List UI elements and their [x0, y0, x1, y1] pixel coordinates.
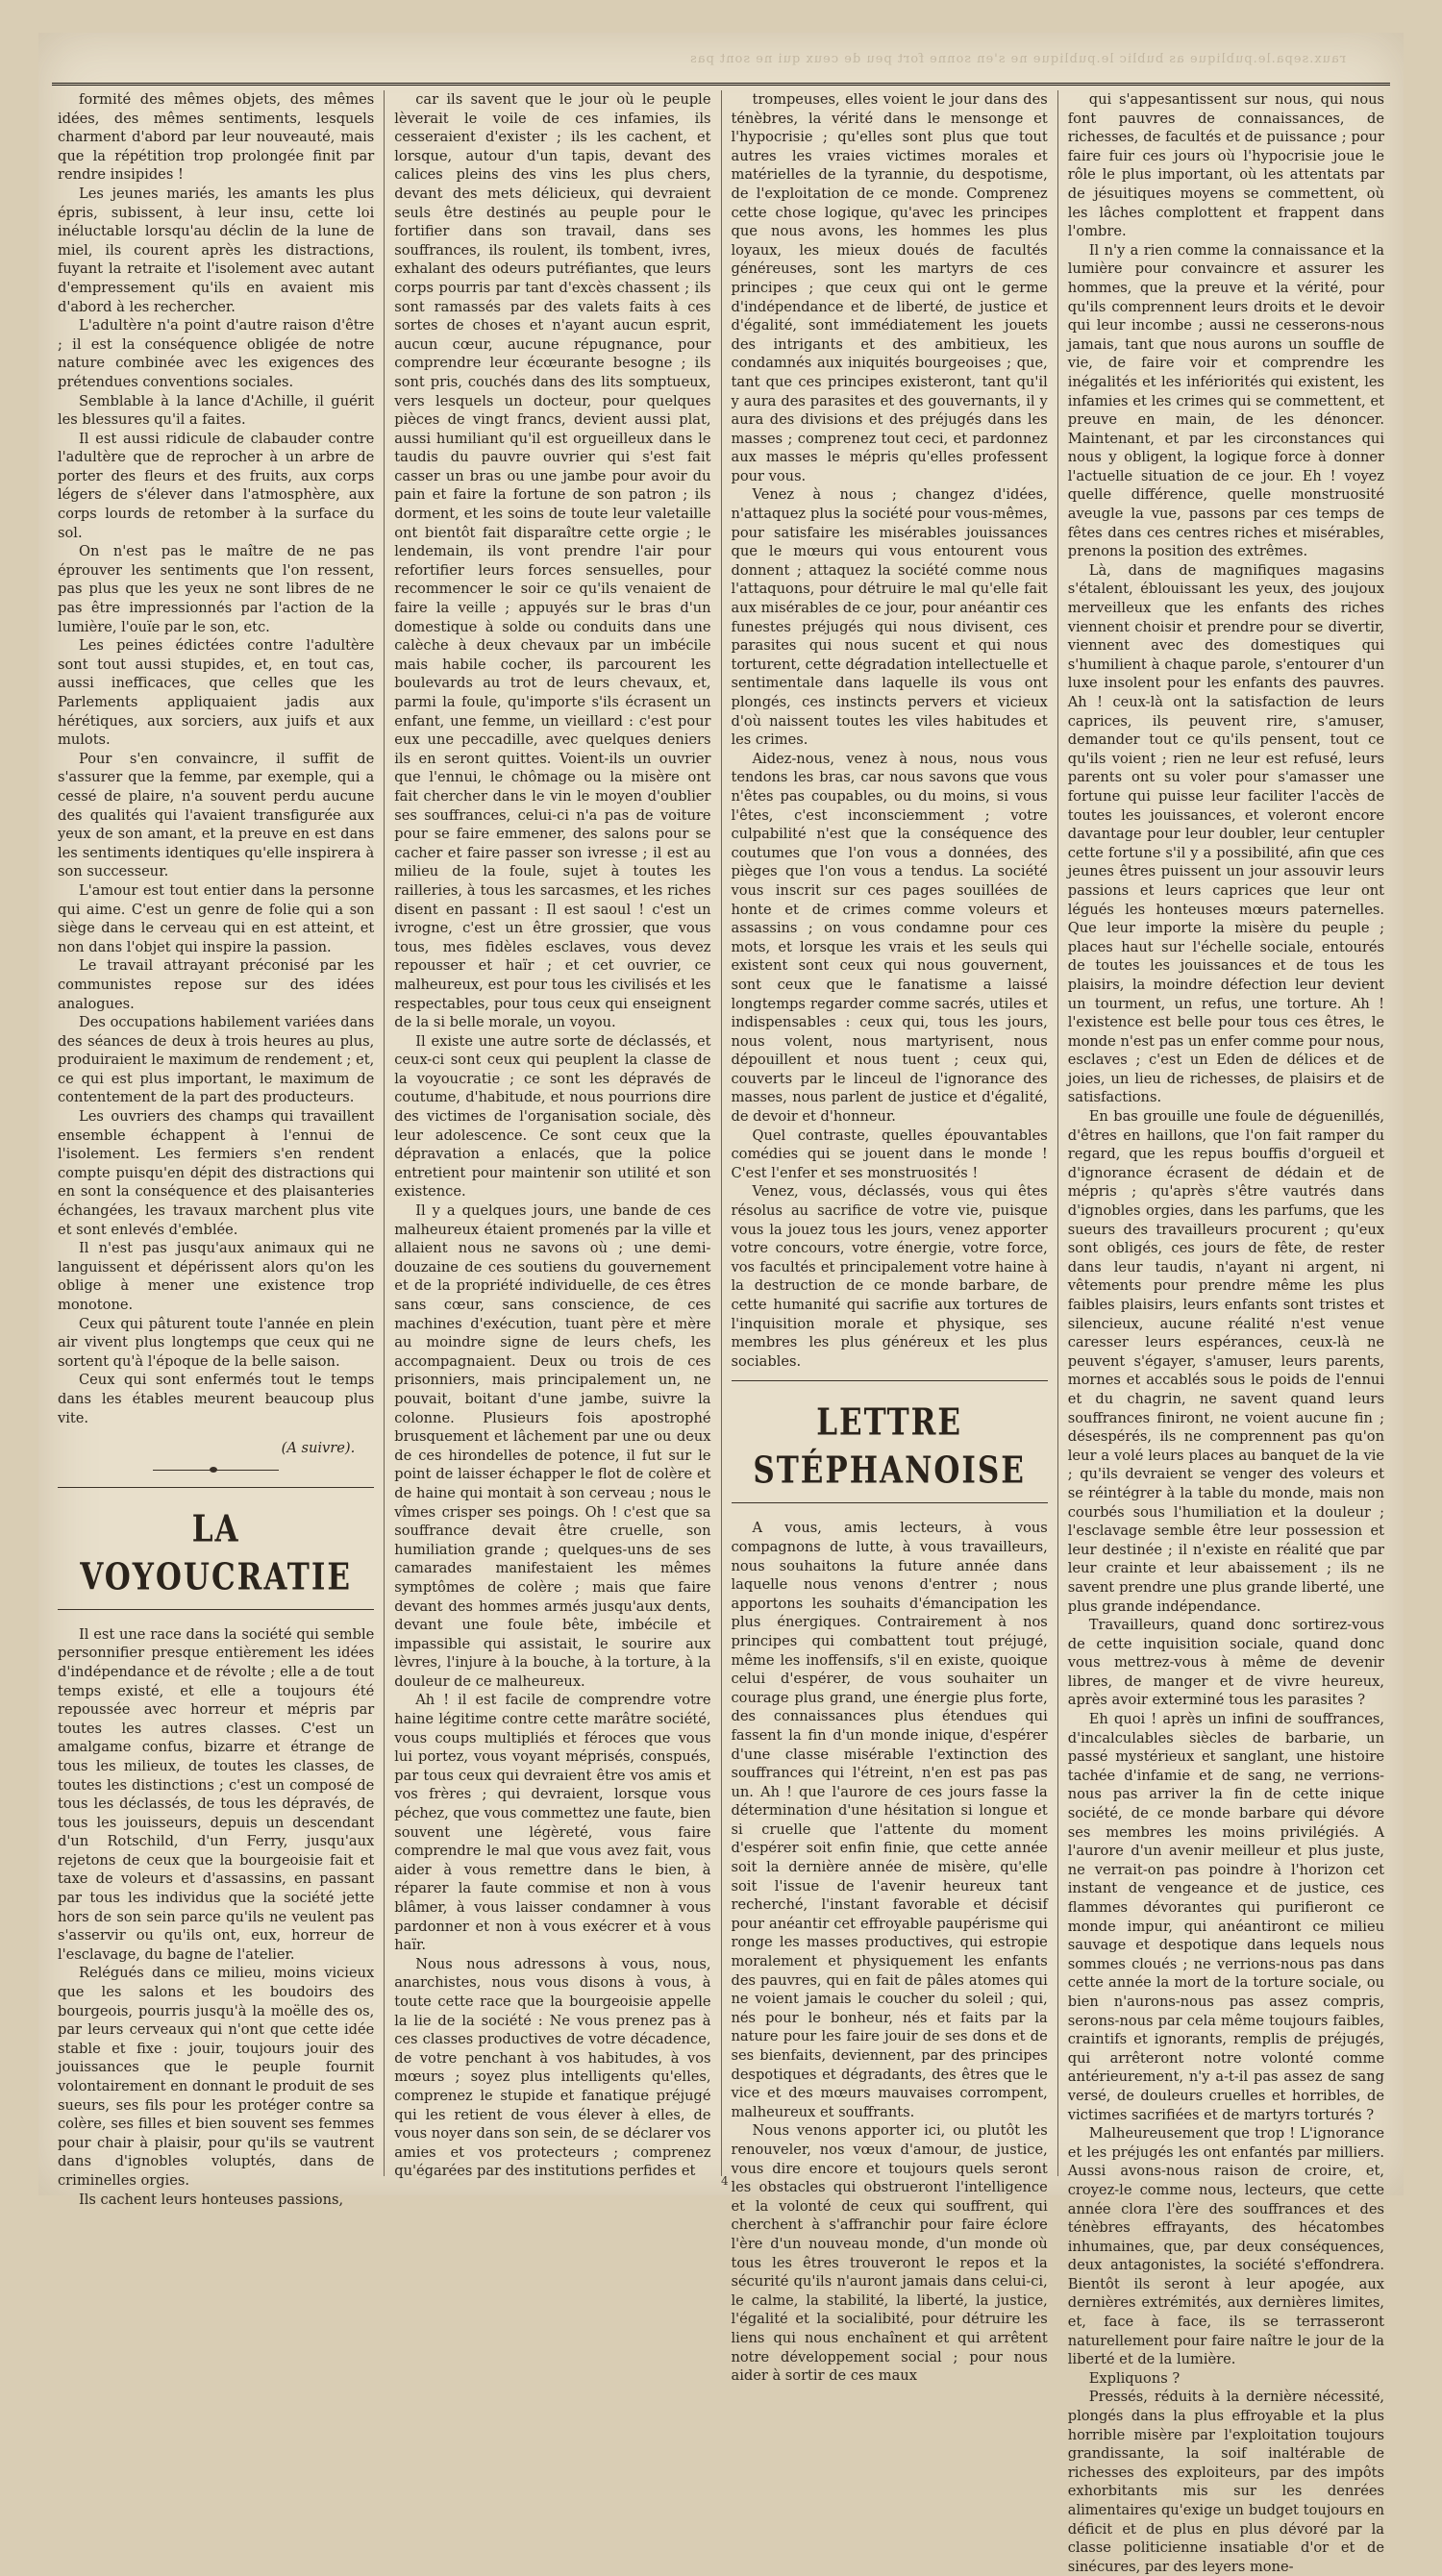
paragraph: Il existe une autre sorte de déclassés, et ceux-ci sont ceux qui peuplent la classe de la voyoucratie ; ce sont les dépravés de coutume, d'habitude, et nous pourrions dire des victimes de l'organisation sociale, dès leur adolescence. Ce sont ceux que la dépravation a enlacés, que la police entretient pour maintenir son utilité et son existence. — [394, 1032, 711, 1201]
voyoucratie-heading-box — [58, 1487, 374, 1610]
paragraph: Nous venons apporter ici, ou plutôt les renouveler, nos vœux d'amour, de justice, vous dire encore et toujours quels seront les obstacles qui obstrueront l'intelligence et la volonté de ceux qui souffrent, qui cherchent à s'affranchir pour faire éclore l'ère d'un nouveau monde, d'un monde où tous les êtres trouveront le repos et la sécurité qu'ils n'auront jamais dans celui-ci, le calme, la stabilité, la liberté, la justice, l'égalité et la socialibité, pour détruire les liens qui nous enchaînent et qui arrêtent notre développement social ; pour nous aider à sortir de ces maux — [731, 2122, 1048, 2385]
paragraph: Venez, vous, déclassés, vous qui êtes résolus au sacrifice de votre vie, puisque vous la jouez tous les jours, venez apporter votre concours, votre énergie, votre force, vos facultés et principalement votre haine à la destruction de ce monde barbare, de cette humanité qui sacrifie aux tortures de l'inquisition morale et physique, ses membres les plus généreux et les plus sociables. — [731, 1183, 1048, 1370]
paragraph: Les ouvriers des champs qui travaillent ensemble échappent à l'ennui de l'isolement. Les fermiers s'en rendent compte puisqu'en dépit des distractions qui en sont la conséquence et des plaisanteries échangées, les travaux marchent plus vite et sont enlevés d'emblée. — [58, 1108, 375, 1238]
col3-paragraphs — [732, 90, 1048, 1371]
column-3 — [722, 90, 1058, 2385]
paragraph: Il est aussi ridicule de clabauder contre l'adultère que de reprocher à un arbre de porter des fleurs et des fruits, aux corps légers de s'élever dans l'atmosphère, aux corps lourds de retomber à la surface du sol. — [58, 430, 375, 541]
article-title-voyoucratie: LA VOYOUCRATIE — [80, 1507, 352, 1599]
paragraph: Relégués dans ce milieu, moins vicieux que les salons et les boudoirs des bourgeois, pourris jusqu'à la moëlle des os, par leurs cerveaux qui n'ont que cette idée stable et fixe : jouir, toujours jouir des jouissances que le peuple fournit volontairement en donnant le produit de ses sueurs, ses fils pour les protéger contre sa colère, ses filles et bien souvent ses femmes pour chair à plaisir, pour qu'ils se vautrent dans d'ignobles voluptés, dans de criminelles orgies. — [58, 1965, 375, 2189]
paragraph: car ils savent que le jour où le peuple lèverait le voile de ces infamies, ils cesseraient d'exister ; ils les cachent, et lorsque, autour d'un tapis, devant des calices pleins des vins les plus chers, devant des mets délicieux, qui devraient seuls être destinés au peuple pour le fortifier dans son travail, dans ses souffrances, ils roulent, ils tombent, ivres, exhalant des odeurs putréfiantes, que leurs corps pourris par tant d'excès chassent ; ils sont ramassés par des valets faits à ces sortes de choses et n'ayant aucun esprit, aucun cœur, aucune répugnance, pour comprendre leur écœurante besogne ; ils sont pris, couchés dans des lits somptueux, vers lesquels un docteur, pour quelques pièces de vingt francs, devient aussi plat, aussi humiliant qu'il est orgueilleux dans le taudis du pauvre ouvrier qui s'est fait casser un bras ou une jambe pour avoir du pain et faire la fortune de son patron ; ils dorment, et les soins de toute leur valetaille ont bientôt fait disparaître cette orgie ; le lendemain, ils vont prendre l'air pour refortifier leurs forces sensuelles, pour recommencer le soir ce qu'ils venaient de faire la veille ; appuyés sur le bras d'un domestique à solde ou conduits dans une calèche à deux chevaux par un imbécile mais habile cocher, ils parcourent les boulevards au trot de leurs chevaux, et, parmi la foule, qu'importe s'ils écrasent un enfant, une femme, un vieillard : c'est pour eux une peccadille, avec quelques deniers ils en seront quittes. Voient-ils un ouvrier que l'ennui, le chômage ou la misère ont fait chercher dans le vin le moyen d'oublier ses souffrances, celui-ci n'a pas de voiture pour se faire emmener, des salons pour se cacher et faire passer son ivresse ; il est au milieu de la foule, sujet à toutes les railleries, à tous les sarcasmes, et les riches disent en passant : Il est saoul ! c'est un ivrogne, c'est un être grossier, que vous tous, mes fidèles esclaves, vous devez repousser et haïr ; et cet ouvrier, ce malheureux, est pour tous les civilisés et les respectables, pour tous ceux qui enseignent de la si belle morale, un voyou. — [394, 91, 711, 1031]
col2-paragraphs — [394, 90, 710, 2181]
to-be-continued: (A suivre). — [281, 1440, 356, 1457]
paragraph: trompeuses, elles voient le jour dans des ténèbres, la vérité dans le mensonge et l'hypocrisie ; qu'elles sont plus que tout autres les vraies victimes morales et matérielles de la tyrannie, du despotisme, de l'exploitation de ce monde. Comprenez cette chose logique, qu'avec les principes que nous avons, les hommes les plus loyaux, les mieux doués de facultés généreuses, sont les martyrs de ces principes ; que ceux qui ont le germe d'indépendance et de liberté, de justice et d'égalité, sont immédiatement les jouets des intrigants et des ambitieux, les condamnés aux iniquités bourgeoises ; que, tant que ces principes existeront, tant qu'il y aura des parasites et des gouvernants, il y aura des divisions et des préjugés dans les masses ; comprenez tout ceci, et pardonnez aux masses le mépris qu'elles professent pour vous. — [731, 91, 1048, 484]
paragraph: Travailleurs, quand donc sortirez-vous de cette inquisition sociale, quand donc vous mettrez-vous à même de devenir libres, de manger et de vivre heureux, après avoir exterminé tous les parasites ? — [1067, 1617, 1384, 1709]
paragraph: Il n'y a rien comme la connaissance et la lumière pour convaincre et assurer les hommes, que la preuve et la vérité, pour qu'ils comprennent leurs droits et le devoir qui leur incombe ; aussi ne cesserons-nous jamais, tant que nous aurons un souffle de vie, de faire voir et comprendre les inégalités et les infériorités qui existent, les infamies et les crimes qui se commettent, et preuve en main, de les dénoncer. Maintenant, et par les circonstances qui nous y obligent, la logique force à donner l'actuelle situation de ce jour. Eh ! voyez quelle différence, quelle monstruosité aveugle la vue, passons par ces temps de fêtes dans ces centres riches et misérables, prenons la position des extrêmes. — [1067, 241, 1384, 560]
paragraph: Les jeunes mariés, les amants les plus épris, subissent, à leur insu, cette loi inéluctable lorsqu'au déclin de la lune de miel, ils courent après les distractions, fuyant la retraite et l'isolement avec autant d'empressement qu'ils en avaient mis d'abord à les rechercher. — [58, 185, 375, 315]
article-title-lettre-stephanoise: LETTRE STÉPHANOISE — [753, 1400, 1026, 1493]
columns — [48, 90, 1394, 2575]
paragraph: Il est une race dans la société qui semble personnifier presque entièrement les idées d'indépendance et de révolte ; elle a de tout temps existé, et elle a toujours été repoussée avec horreur et mépris par toutes les autres classes. C'est un amalgame confus, bizarre et étrange de tous les milieux, de toutes les classes, de toutes les distinctions ; c'est un composé de tous les déclassés, de tous les dépravés, de tous les jouisseurs, depuis un descendant d'un Rotschild, d'un Ferry, jusqu'aux rejetons de ceux que la bourgeoisie fait et taxe de voleurs et d'assassins, en passant par tous les individus que la société jette hors de son sein parce qu'ils ne veulent pas s'asservir ou qu'ils ont, eux, horreur de l'esclavage, du bagne de l'atelier. — [58, 1625, 375, 1963]
newspaper-page — [38, 33, 1404, 2575]
paragraph: Les peines édictées contre l'adultère sont tout aussi stupides, et, en tout cas, aussi inefficaces, que celles que les Parlements appliquaient jadis aux hérétiques, aux sorciers, aux juifs et aux mulots. — [58, 637, 375, 749]
paragraph: Pressés, réduits à la dernière nécessité, plongés dans la plus effroyable et la plus horrible misère par l'exploitation toujours grandissante, la soif inaltérable de richesses des exploiteurs, par des impôts exhorbitants mis sur les denrées alimentaires qu'exige un budget toujours en déficit et de plus en plus dévoré par la classe politicienne insatiable d'or et de sinécures, par des leyers mone- — [1067, 2389, 1384, 2575]
paragraph: formité des mêmes objets, des mêmes idées, des mêmes sentiments, lesquels charment d'abord par leur nouveauté, mais que la répétition trop prolongée finit par rendre insipides ! — [58, 91, 375, 184]
ornament-divider — [58, 1468, 374, 1474]
paragraph: Ceux qui sont enfermés tout le temps dans les étables meurent beaucoup plus vite. — [58, 1372, 375, 1426]
paragraph: Malheureusement que trop ! L'ignorance et les préjugés les ont enfantés par milliers. Aussi avons-nous raison de croire, et, croyez-le comme nous, lecteurs, que cette année clora l'ère des souffrances et des ténèbres effrayants, des hécatombes inhumaines, que, par deux conséquences, deux antagonistes, la société s'effondrera. Bientôt ils seront à leur apogée, aux dernières extrémités, aux dernières limites, et, face à face, ils se terrasseront naturellement pour faire naître le jour de la liberté et de la lumière. — [1067, 2125, 1384, 2368]
paragraph: Pour s'en convaincre, il suffit de s'assurer que la femme, par exemple, qui a cessé de plaire, n'a souvent perdu aucune des qualités qui l'avaient transfigurée aux yeux de son amant, et la preuve en est dans les sentiments identiques qu'elle inspirera à son successeur. — [58, 750, 375, 880]
paragraph: Expliquons ? — [1088, 2369, 1181, 2387]
column-2 — [385, 90, 721, 2180]
col1-paragraphs — [58, 90, 374, 1427]
paragraph: Eh quoi ! après un infini de souffrances, d'incalculables siècles de barbarie, un passé mystérieux et sanglant, une histoire tachée d'infamie et de sang, ne verrions-nous pas arriver la fin de cette inique société, de ce monde barbare qui dévore ses membres les moins privilégiés. A l'aurore d'un avenir meilleur et plus juste, ne verrait-on pas poindre à l'horizon cet instant de vengeance et de justice, ces flammes dévorantes qui purifieront ce monde impur, qui anéantiront ce milieu sauvage et despotique dans lequels nous sommes cloués ; ne verrions-nous pas dans cette année la mort de la torture sociale, ou bien n'aurons-nous pas assez compris, serons-nous par cela même toujours faibles, craintifs et ignorants, remplis de préjugés, qui arrêteront notre volonté comme antérieurement, n'y a-t-il pas assez de sang versé, de douleurs cruelles et horribles, de victimes sacrifiées et de martyrs torturés ? — [1067, 1711, 1384, 2123]
paragraph: Nous nous adressons à vous, nous, anarchistes, nous vous disons à vous, à toute cette race que la bourgeoisie appelle la lie de la société : Ne vous prenez pas à ces classes productives de votre décadence, de votre penchant à vos habitudes, à vos mœurs ; soyez plus intelligents qu'elles, comprenez le stupide et fanatique préjugé qui les retient de vous élever à elles, de vous noyer dans son sein, de se déclarer vos amies et vos protecteurs ; comprenez qu'égarées par des institutions perfides et — [394, 1955, 711, 2180]
paragraph: L'adultère n'a point d'autre raison d'être ; il est la conséquence obligée de notre nature combinée avec les exigences des prétendues conventions sociales. — [58, 317, 375, 390]
paragraph: Il y a quelques jours, une bande de ces malheureux étaient promenés par la ville et allaient nous ne savons où ; une demi-douzaine de ces soutiens du gouvernement et de la propriété individuelle, de ces êtres sans cœur, sans conscience, de ces machines d'exécution, tuant père et mère au moindre signe de leurs chefs, les accompagnaient. Deux ou trois de ces prisonniers, mais principalement un, ne pouvait, boitant d'une jambe, suivre la colonne. Plusieurs fois apostrophé brusquement et lâchement par une ou deux de ces hirondelles de potence, il fut sur le point de laisser échapper le flot de colère et de haine qui montait à son cerveau ; nous le vîmes crisper ses poings. Oh ! c'est que sa souffrance devait être cruelle, son humiliation grande ; quelques-uns de ses camarades manifestaient les mêmes symptômes de colère ; mais que faire devant des hommes armés jusqu'aux dents, devant une foule bête, imbécile et impassible qui assistait, le sourire aux lèvres, l'injure à la bouche, à la torture, à la douleur de ce malheureux. — [394, 1202, 711, 1690]
paragraph: Aidez-nous, venez à nous, nous vous tendons les bras, car nous savons que vous n'êtes pas coupables, ou du moins, si vous l'êtes, c'est inconsciemment ; votre culpabilité n'est que la conséquence des coutumes que l'on vous a données, des pièges que l'on vous a tendus. La société vous inscrit sur ces pages souillées de honte et de crimes comme voleurs et assassins ; on vous condamne pour ces mots, et lorsque les vrais et les seuls qui existent sont ceux qui nous gouvernent, sont ceux que le fanatisme a laissé longtemps regarder comme sacrés, utiles et indispensables : ceux qui, tous les jours, nous volent, nous martyrisent, nous dépouillent et nous tuent ; ceux qui, couverts par le linceul de l'ignorance des masses, nous parlent de justice et d'égalité, de devoir et d'honneur. — [731, 750, 1048, 1126]
paragraph: Venez à nous ; changez d'idées, n'attaquez plus la société pour vous-mêmes, pour satisfaire les misérables jouissances que le mœurs qui vous entourent vous donnent ; attaquez la société comme nous l'attaquons, pour détruire le mal qu'elle fait aux misérables de ce jour, pour anéantir ces funestes préjugés qui nous divisent, ces parasites qui nous sucent et qui nous torturent, cette dégradation intellectuelle et sentimentale dans laquelle ils vous ont plongés, ces instincts pervers et vicieux d'où naissent toutes les viles habitudes et les crimes. — [731, 486, 1048, 749]
col3-paragraphs-2 — [732, 1519, 1048, 2385]
paragraph: Là, dans de magnifiques magasins s'étalent, éblouissant les yeux, des joujoux merveilleux que les enfants des riches viennent choisir et prendre pour se divertir, viennent avec des domestiques qui s'humilient à chaque parole, s'entourer d'un luxe insolent pour les enfants des pauvres. Ah ! ceux-là ont la satisfaction de leurs caprices, ils peuvent rire, s'amuser, demander tout ce qu'ils pensent, tout ce qu'ils voient ; rien ne leur est refusé, leurs parents ont su voler pour s'amasser une fortune qui puisse leur faciliter l'accès de toutes les jouissances, et voleront encore davantage pour leur doubler, leur centupler cette fortune s'il y a possibilité, afin que ces jeunes êtres puissent un jour assouvir leurs passions et leurs caprices que leur ont légués les honteuses mœurs paternelles. Que leur importe la misère du peuple ; places haut sur l'échelle sociale, entourés de toutes les jouissances et de tous les plaisirs, la moindre défection leur devient un tourment, un refus, une torture. Ah ! l'existence est belle pour tous ces êtres, le monde n'est pas un enfer comme pour nous, esclaves ; c'est un Eden de délices et de joies, un lieu de richesses, de plaisirs et de satisfactions. — [1067, 561, 1384, 1106]
paragraph: qui s'appesantissent sur nous, qui nous font pauvres de connaissances, de richesses, de facultés et de puissance ; pour faire fuir ces jours où l'hypocrisie joue le rôle le plus important, où les attentats par de jésuitiques moyens se commettent, où les lâches complottent et frappent dans l'ombre. — [1067, 91, 1384, 240]
page-number: 4 — [721, 2174, 729, 2188]
col1-paragraphs-2 — [58, 1625, 374, 2209]
paragraph: Ah ! il est facile de comprendre votre haine légitime contre cette marâtre société, vous coups multipliés et féroces que vous lui portez, vous voyant méprisés, conspués, par tous ceux qui devraient être vos amis et vos frères ; qui devraient, lorsque vous péchez, que vous commettez une faute, bien souvent une légèreté, vous faire comprendre le mal que vous avez fait, vous aider à vous remettre dans le bien, à réparer la faute commise et non à vous blâmer, à vous laisser condamner à vous pardonner et non à vous exécrer et à vous haïr. — [394, 1692, 711, 1954]
column-4 — [1058, 90, 1394, 2575]
paragraph: Ceux qui pâturent toute l'année en plein air vivent plus longtemps que ceux qui ne sortent qu'à l'époque de la belle saison. — [58, 1315, 375, 1370]
paragraph: Ils cachent leurs honteuses passions, — [79, 2191, 344, 2208]
paragraph: A vous, amis lecteurs, à vous compagnons de lutte, à vous travailleurs, nous souhaitons la future année dans laquelle nous venons d'entrer ; nous apportons les souhaits d'émancipation les plus énergiques. Contrairement à nos principes qui combattent tout préjugé, même les inoffensifs, s'il en existe, quoique celui d'espérer, de vous souhaiter un courage plus grand, une énergie plus forte, des connaissances plus étendues qui fassent la fin d'un monde inique, d'espérer d'une classe misérable l'extinction des souffrances qui l'étreint, n'en est pas pas un. Ah ! que l'aurore de ces jours fasse la détermination d'une hésitation si longue et si cruelle que l'attente du moment d'espérer soit enfin finie, que cette année soit la dernière année de misère, qu'elle soit l'issue de l'avenir heureux tant recherché, l'instant favorable et décisif pour anéantir cet effroyable paupérisme qui ronge les masses productives, qui estropie moralement et physiquement les enfants des pauvres, qui en fait de pâles atomes qui ne voient jamais le coucher du soleil ; qui, nés pour le bonheur, nés et faits par la nature pour les faire jouir de ses dons et de ses bienfaits, deviennent, par des principes despotiques et dégradants, des êtres que le vice et des mœurs mauvaises corrompent, malheureux et souffrants. — [731, 1520, 1048, 2120]
paragraph: Il n'est pas jusqu'aux animaux qui ne languissent et dépérissent alors qu'on les oblige à mener une existence trop monotone. — [58, 1240, 375, 1313]
lettre-heading-box — [732, 1380, 1048, 1503]
paragraph: En bas grouille une foule de déguenillés, d'êtres en haillons, que l'on fait ramper du regard, que les repus bouffis d'orgueil et d'ignorance écrasent de dédain et de mépris ; qu'après s'être vautrés dans d'ignobles orgies, dans les parfums, que les sueurs des travailleurs procurent ; qu'eux sont obligés, ces jours de fête, de rester dans leur taudis, n'ayant ni argent, ni vêtements pour prendre même les plus faibles plaisirs, leurs enfants sont tristes et silencieux, aucune réalité n'est venue caresser leurs espérances, ceux-là ne peuvent s'égayer, s'amuser, leurs parents, mornes et accablés sous le poids de l'ennui et du chagrin, ne savent quand leurs souffrances finiront, ne voient aucune fin ; désespérés, ils ne comprennent pas qu'on leur a volé leurs places au banquet de la vie ; qu'ils devraient se venger des voleurs et se réintégrer à la table du monde, mais non courbés sous l'humiliation et la douleur ; l'esclavage semble être leur possession et leur destinée ; il n'existe en réalité que par leur crainte et leur abaissement ; ils ne savent prendre une plus grande liberté, une plus grande indépendance. — [1067, 1108, 1384, 1615]
paragraph: On n'est pas le maître de ne pas éprouver les sentiments que l'on ressent, pas plus que les yeux ne sont libres de ne pas être impressionnés par l'action de la lumière, l'ouïe par le son, etc. — [58, 543, 375, 635]
paragraph: L'amour est tout entier dans la personne qui aime. C'est un genre de folie qui a son siège dans le cerveau qui en est atteint, et non dans l'objet qui inspire la passion. — [58, 881, 375, 955]
column-1 — [48, 90, 385, 2208]
col4-paragraphs — [1068, 90, 1384, 2576]
paragraph: Quel contraste, quelles épouvantables comédies qui se jouent dans le monde ! C'est l'enfer et ses monstruosités ! — [731, 1127, 1048, 1181]
bleed-through-text: raux.sepa.le.publique as bublic le.publique ne s'en sonne fort peu de ceux qui ne sont pas — [689, 52, 1346, 66]
paragraph: Le travail attrayant préconisé par les communistes repose sur des idées analogues. — [58, 957, 375, 1012]
paragraph: Semblable à la lance d'Achille, il guérit les blessures qu'il a faites. — [58, 392, 375, 429]
paragraph: Des occupations habilement variées dans des séances de deux à trois heures au plus, produiraient le maximum de rendement ; et, ce qui est plus important, le maximum de contentement de la part des producteurs. — [58, 1014, 375, 1106]
top-rule — [52, 83, 1390, 86]
